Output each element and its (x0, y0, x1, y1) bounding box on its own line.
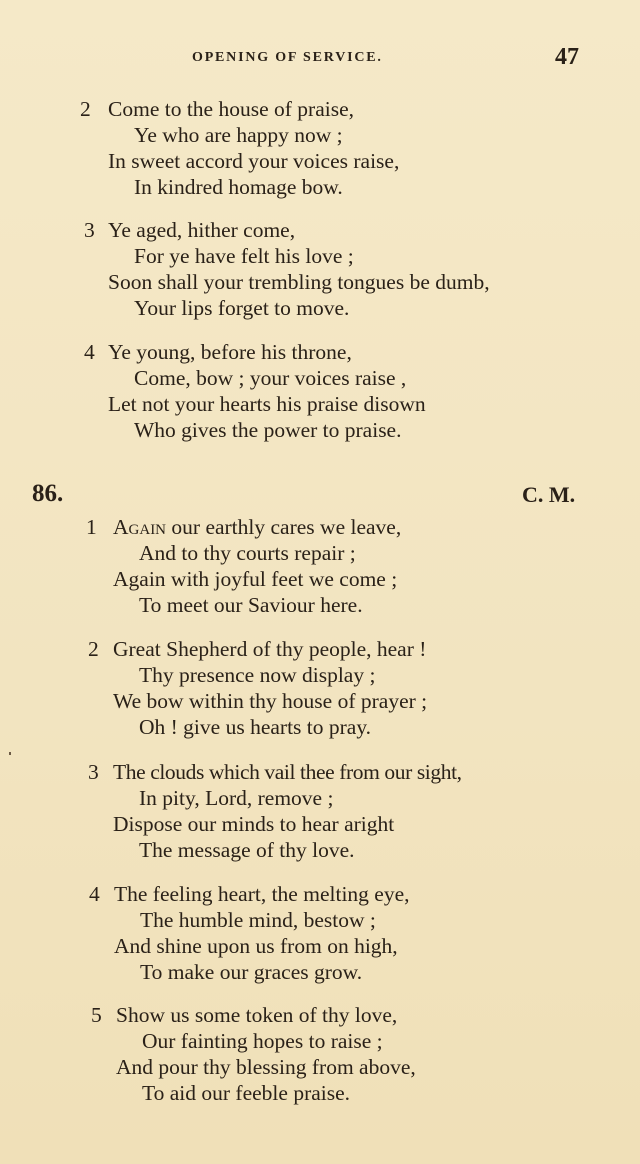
hymn-line: Soon shall your trembling tongues be dumb, (108, 270, 490, 294)
drop-word: Again (113, 515, 167, 539)
running-title: OPENING OF SERVICE. (192, 50, 383, 65)
hymn-line: Dispose our minds to hear aright (113, 812, 395, 836)
hymn-line: And to thy courts repair ; (139, 541, 356, 565)
hymn-line: And shine upon us from on high, (114, 934, 398, 958)
hymn-line: Our fainting hopes to raise ; (142, 1029, 383, 1053)
hymn-line: Let not your hearts his praise disown (108, 392, 426, 416)
hymn-line: Show us some token of thy love, (116, 1003, 398, 1027)
hymn-line: Again our earthly cares we leave, (113, 515, 402, 539)
page-number: 47 (555, 44, 579, 70)
page-header (0, 44, 640, 74)
hymn-line: Your lips forget to move. (134, 296, 350, 320)
hymn-line: To make our graces grow. (140, 960, 363, 984)
hymn-line: Come to the house of praise, (108, 97, 355, 121)
verse-number: 4 (84, 340, 95, 364)
verse-number: 2 (88, 637, 99, 661)
hymn-line: Thy presence now display ; (139, 663, 376, 687)
hymn-line: Come, bow ; your voices raise , (134, 366, 407, 390)
verse-number: 3 (84, 218, 95, 242)
hymn-line: In kindred homage bow. (134, 175, 343, 199)
hymn-line: In pity, Lord, remove ; (139, 786, 334, 810)
hymn-line: Ye aged, hither come, (108, 218, 296, 242)
hymn-line: Again with joyful feet we come ; (113, 567, 398, 591)
hymn-line: For ye have felt his love ; (134, 244, 354, 268)
hymn-number: 86. (32, 480, 64, 507)
verse-number: 1 (86, 515, 97, 539)
verse-number: 3 (88, 760, 99, 784)
hymn-line: The humble mind, bestow ; (140, 908, 376, 932)
hymn-line: Ye young, before his throne, (108, 340, 352, 364)
hymn-line: Oh ! give us hearts to pray. (139, 715, 372, 739)
hymn-line: Who gives the power to praise. (134, 418, 402, 442)
hymn-line: And pour thy blessing from above, (116, 1055, 416, 1079)
verse-number: 2 (80, 97, 91, 121)
verse-number: 4 (89, 882, 100, 906)
hymn-line: The feeling heart, the melting eye, (114, 882, 410, 906)
hymn-line: The clouds which vail thee from our sight, (113, 760, 462, 784)
hymn-line: We bow within thy house of prayer ; (113, 689, 428, 713)
hymn-line: Ye who are happy now ; (134, 123, 343, 147)
hymn-line: To aid our feeble praise. (142, 1081, 351, 1105)
hymn-meter: C. M. (522, 482, 576, 507)
hymn-line: Great Shepherd of thy people, hear ! (113, 637, 427, 661)
hymn-line: The message of thy love. (139, 838, 355, 862)
verse-number: 5 (91, 1003, 102, 1027)
paper-speck (9, 752, 11, 755)
hymn-line: To meet our Saviour here. (139, 593, 363, 617)
hymn-line: In sweet accord your voices raise, (108, 149, 400, 173)
